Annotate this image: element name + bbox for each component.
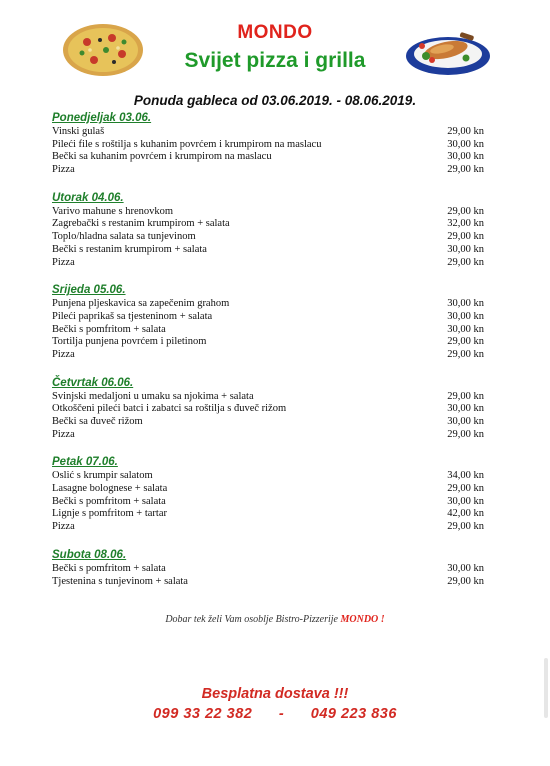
day-title: Utorak 04.06. [52,191,124,204]
phone-numbers [0,706,550,722]
menu-item-name: Pizza [52,348,75,360]
menu-item-price: 30,00 kn [447,416,484,427]
menu-item-name: Lignje s pomfritom + tartar [52,508,167,520]
menu-item-price: 34,00 kn [447,470,484,482]
menu-item-name: Tortilja punjena povrćem i piletinom [52,336,207,348]
menu-item-name: Svinjski medaljoni u umaku sa njokima + salata [52,390,254,402]
menu-item-price: 29,00 kn [447,164,484,176]
menu-item [52,164,492,177]
menu-item [52,244,492,257]
menu-item-price: 29,00 kn [447,348,484,360]
grill-plate-image [404,22,492,78]
menu-item-name: Pileći paprikaš sa tjesteninom + salata [52,310,213,322]
day-section [52,282,492,361]
menu-item [52,521,492,534]
phone-number-mobile[interactable]: 099 33 22 382 [153,706,253,722]
menu-item-price: 30,00 kn [447,298,484,310]
day-section [52,547,492,588]
day-section [52,110,492,177]
menu-item-name: Pizza [52,428,75,440]
menu-item-price: 29,00 kn [447,483,484,495]
menu-item [52,324,492,337]
menu-item-price: 29,00 kn [447,205,484,217]
menu-item-price: 30,00 kn [447,243,484,255]
menu-item [52,218,492,231]
day-section [52,454,492,533]
menu-item [52,336,492,349]
menu-item-name: Vinski gulaš [52,126,105,137]
footer-note-brand: MONDO [340,614,379,625]
menu-item-name: Pileći file s roštilja s kuhanim povrćem i krumpirom na maslacu [52,138,322,150]
menu-item [52,311,492,324]
day-title: Srijeda 05.06. [52,284,126,297]
menu-item-price: 30,00 kn [447,138,484,150]
menu-item [52,126,492,139]
day-section [52,375,492,442]
menu-item-name: Zagrebački s restanim krumpirom + salata [52,218,230,230]
menu-item-name: Varivo mahune s hrenovkom [52,205,174,217]
footer-note-text: Dobar tek želi Vam osoblje Bistro-Pizzerije [165,614,338,625]
phone-separator: - [278,706,285,722]
brand-title: MONDO [237,22,313,43]
menu-item-price: 29,00 kn [447,390,484,402]
footer-note [0,614,550,625]
menu-item-name: Toplo/hladna salata sa tunjevinom [52,231,196,243]
menu-item-name: Pizza [52,164,75,176]
offer-title: Ponuda gableca od 03.06.2019. - 08.06.2019. [133,93,417,108]
menu-item-name: Bečki s pomfritom + salata [52,495,166,507]
menu-item [52,496,492,509]
menu-item-price: 30,00 kn [447,310,484,322]
menu-item-name: Bečki s pomfritom + salata [52,562,166,574]
menu-item [52,416,492,429]
menu-item [52,429,492,442]
phone-number-landline[interactable]: 049 223 836 [310,706,397,722]
menu-item [52,470,492,483]
menu-item-name: Punjena pljeskavica sa zapečenim grahom [52,298,230,310]
menu-item [52,257,492,270]
footer-note-exclamation: ! [380,614,385,625]
menu-item-name: Bečki s pomfritom + salata [52,323,166,335]
day-title: Subota 08.06. [52,548,127,561]
brand-subtitle: Svijet pizza i grilla [184,49,366,72]
menu-item-price: 29,00 kn [447,575,484,587]
menu-item [52,231,492,244]
menu-item [52,349,492,362]
day-title: Petak 07.06. [52,456,118,469]
menu-item [52,483,492,496]
free-delivery-text: Besplatna dostava !!! [201,686,349,702]
menu-item-price: 30,00 kn [447,562,484,574]
menu-item-price: 29,00 kn [447,428,484,440]
header [0,14,550,84]
menu-item-name: Tjestenina s tunjevinom + salata [52,575,188,587]
day-title: Četvrtak 06.06. [52,376,134,389]
daily-menu-list [52,110,492,601]
menu-item [52,139,492,152]
menu-item [52,576,492,589]
menu-item-name: Pizza [52,521,75,533]
menu-item-name: Bečki sa đuveč rižom [52,416,143,427]
scrollbar-handle[interactable] [544,658,548,718]
menu-item [52,508,492,521]
menu-item-name: Bečki s restanim krumpirom + salata [52,243,207,255]
menu-item-name: Otkoščeni pileći batci i zabatci sa roštilja s đuveč rižom [52,403,287,415]
menu-item-price: 29,00 kn [447,521,484,533]
day-section [52,190,492,269]
menu-item [52,563,492,576]
menu-item-price: 29,00 kn [447,126,484,137]
menu-item-name: Oslić s krumpir salatom [52,470,153,482]
menu-item-price: 30,00 kn [447,323,484,335]
menu-item-name: Pizza [52,256,75,268]
menu-item-price: 32,00 kn [447,218,484,230]
day-title: Ponedjeljak 03.06. [52,112,152,124]
menu-item-price: 29,00 kn [447,231,484,243]
menu-item-name: Bečki sa kuhanim povrćem i krumpirom na maslacu [52,151,272,163]
menu-item [52,151,492,164]
menu-item-price: 30,00 kn [447,403,484,415]
menu-item-price: 42,00 kn [447,508,484,520]
menu-item [52,206,492,219]
menu-item-price: 30,00 kn [447,151,484,163]
menu-item-price: 29,00 kn [447,256,484,268]
menu-item-price: 30,00 kn [447,495,484,507]
menu-item [52,391,492,404]
menu-item [52,403,492,416]
menu-item [52,298,492,311]
menu-item-price: 29,00 kn [447,336,484,348]
menu-item-name: Lasagne bolognese + salata [52,483,168,495]
